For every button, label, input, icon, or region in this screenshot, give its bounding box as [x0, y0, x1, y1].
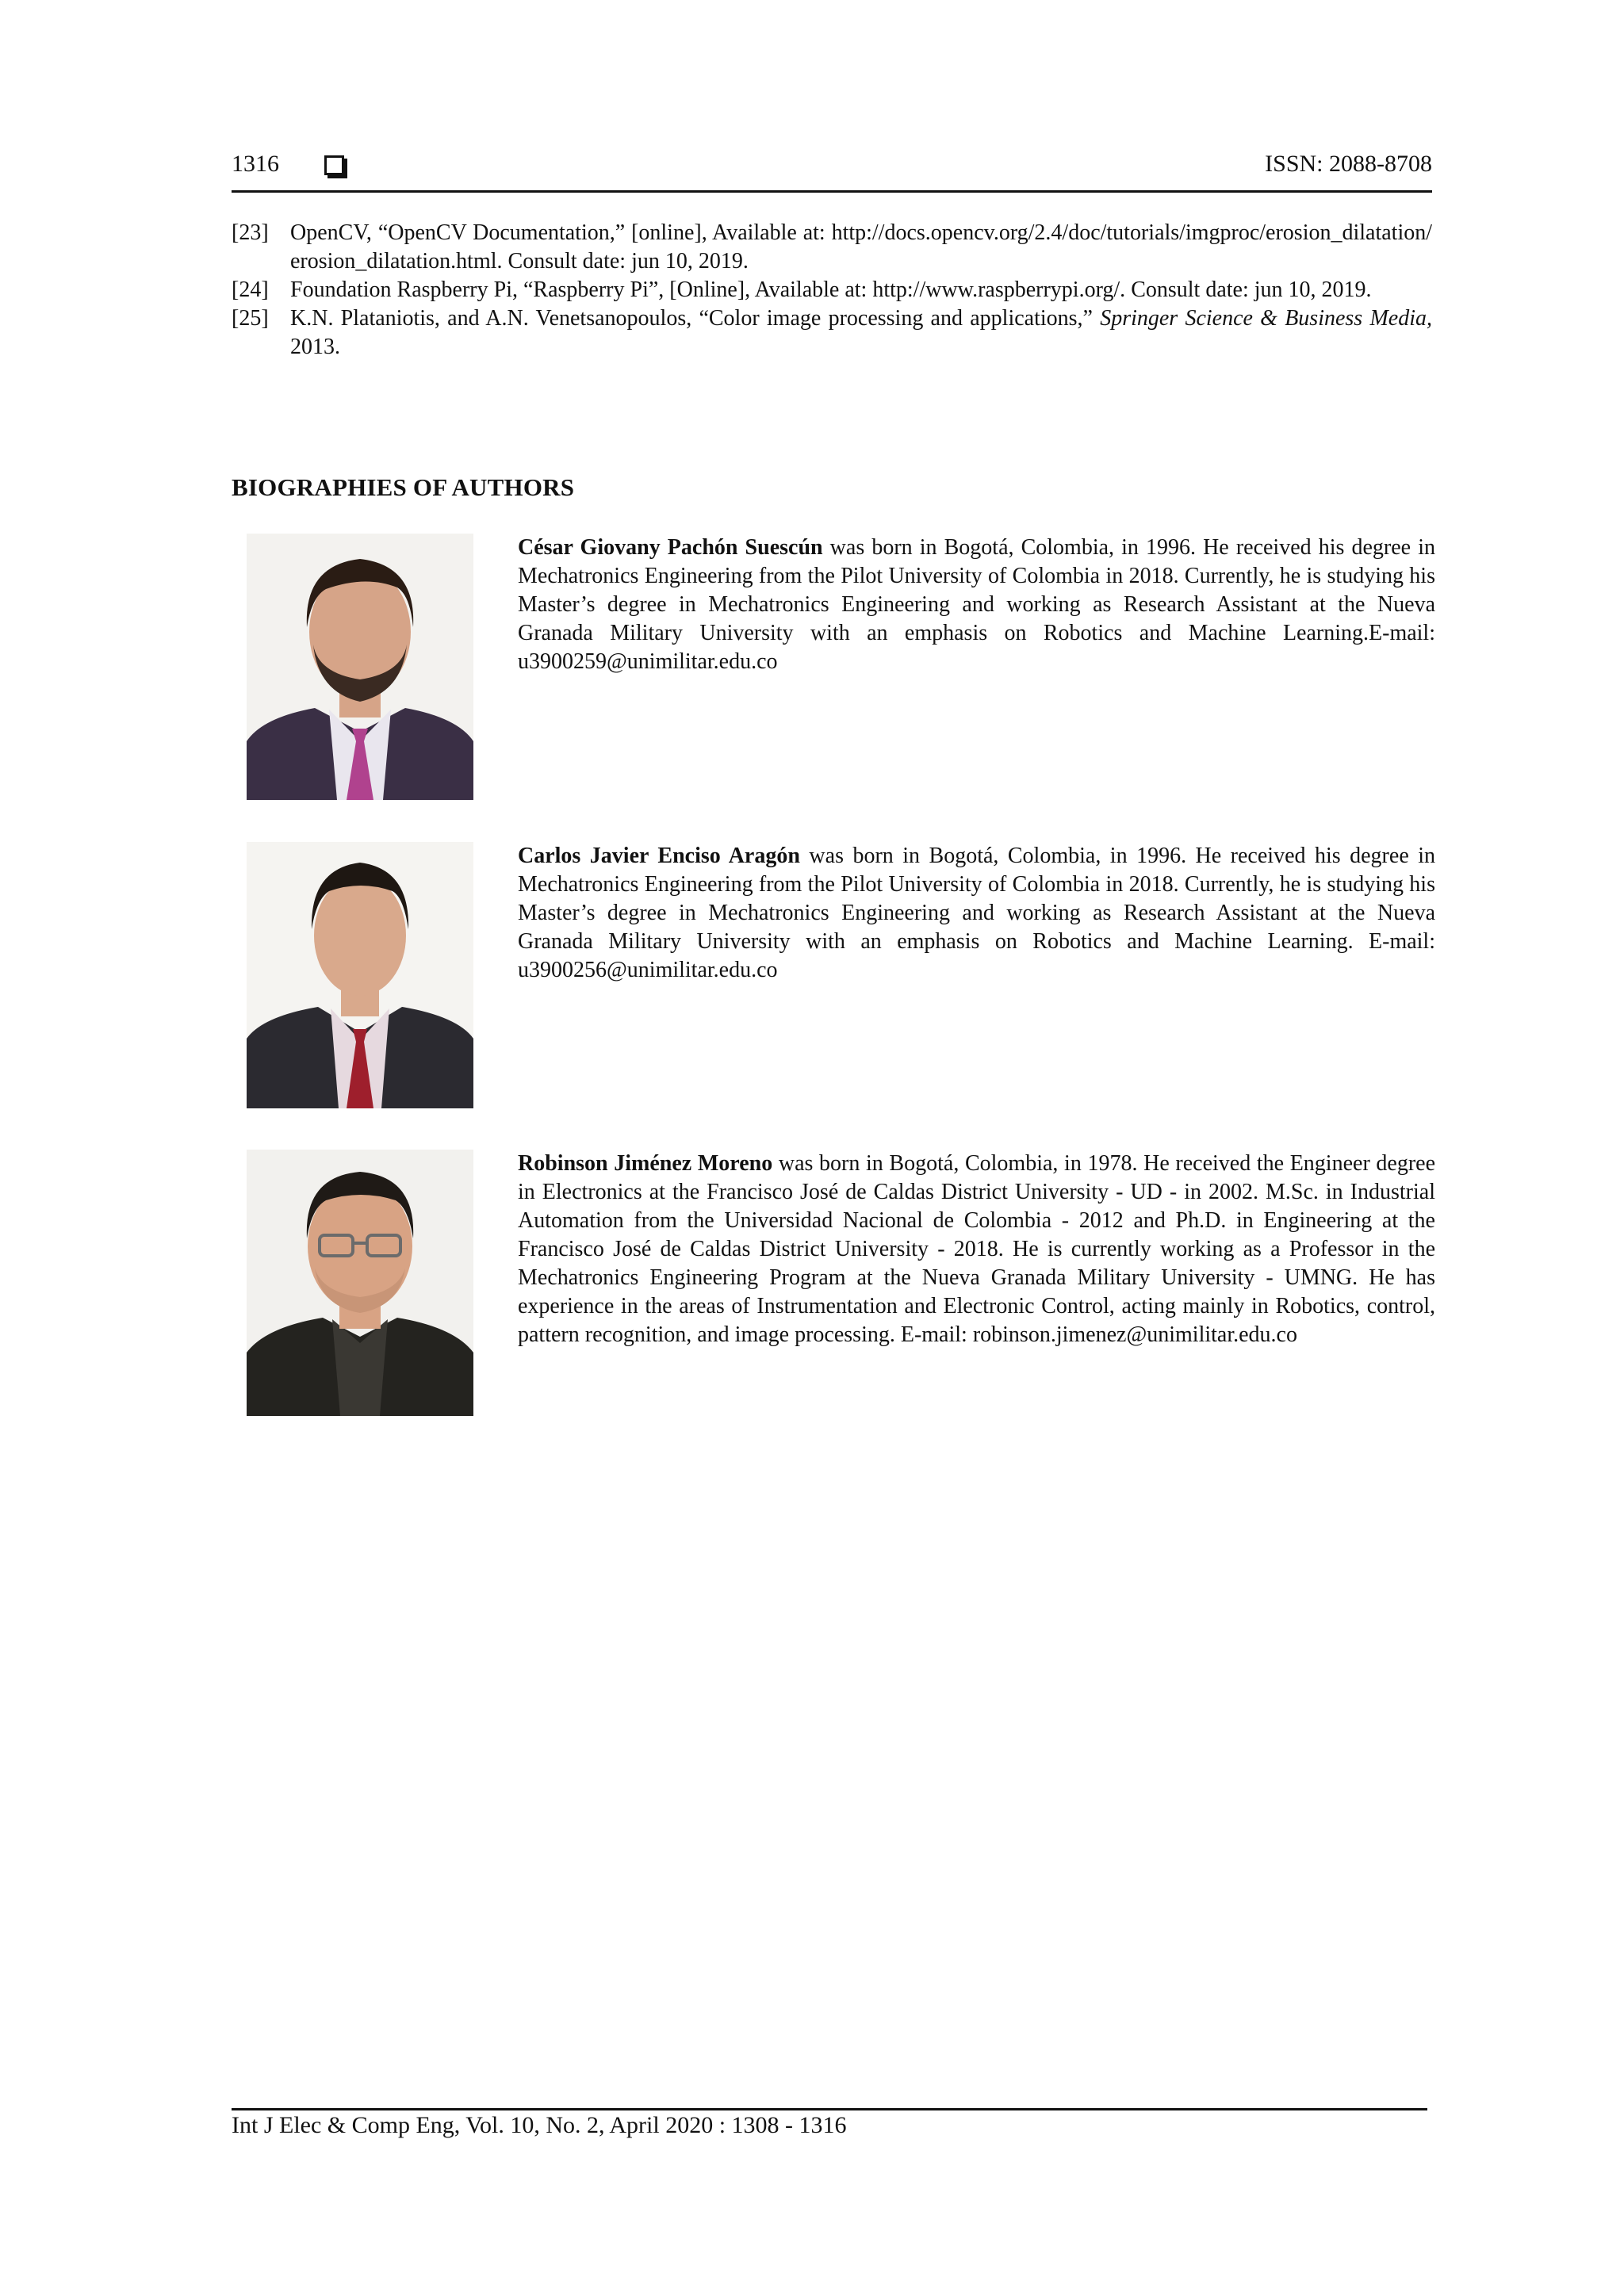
- page-footer: Int J Elec & Comp Eng, Vol. 10, No. 2, April 2020 : 1308 - 1316: [232, 2112, 847, 2138]
- section-title: BIOGRAPHIES OF AUTHORS: [232, 473, 575, 501]
- author-bio-body: was born in Bogotá, Colombia, in 1978. He received the Engineer degree in Electronics at the Francisco José de Caldas District University - UD - in 2002. M.Sc. in Industrial Automation from the Universidad Nacional de Colombia - 2012 and Ph.D. in Engineering at the Francisco José de Caldas District University - 2018. He is currently working as a Professor in the Mechatronics Engineering Program at the Nueva Granada Military University - UMNG. He has experience in the areas of Instrumentation and Electronic Control, acting mainly in Robotics, control, pattern recognition, and image processing. E-mail: robinson.jimenez@unimilitar.edu.co: [518, 1151, 1436, 1347]
- reference-url: http://www.raspberrypi.org/.: [872, 277, 1126, 302]
- author-name: César Giovany Pachón Suescún: [518, 535, 823, 560]
- author-bio-text: [518, 1150, 1435, 1349]
- author-name: Robinson Jiménez Moreno: [518, 1151, 773, 1176]
- header-rule: [232, 190, 1432, 193]
- reference-item: [232, 304, 1432, 362]
- page-number: 1316: [232, 151, 279, 177]
- page-header: [232, 151, 1432, 186]
- reference-list: [232, 219, 1432, 362]
- author-bio-body: was born in Bogotá, Colombia, in 1996. He received his degree in Mechatronics Engineering from the Pilot University of Colombia in 2018. Currently, he is studying his Master’s degree in Mechatronics Engineering and working as Research Assistant at the Nueva Granada Military University with an emphasis on Robotics and Machine Learning. E-mail: u3900256@unimilitar.edu.co: [518, 844, 1436, 982]
- reference-text-part: Consult date: jun 10, 2019.: [1125, 277, 1372, 302]
- reference-url: http://docs.opencv.org/2.4/doc/tutorials/imgproc/erosion_dilatation/erosion_dilatation.html.: [290, 220, 1432, 274]
- reference-text-part: K.N. Plataniotis, and A.N. Venetsanopoulos, “Color image processing and applications,”: [290, 306, 1101, 331]
- square-bullet-icon: [324, 155, 344, 175]
- author-name: Carlos Javier Enciso Aragón: [518, 844, 800, 868]
- reference-text: [290, 276, 1432, 304]
- author-bio-body: was born in Bogotá, Colombia, in 1996. He received his degree in Mechatronics Engineering from the Pilot University of Colombia in 2018. Currently, he is studying his Master’s degree in Mechatronics Engineering and working as Research Assistant at the Nueva Granada Military University with an emphasis on Robotics and Machine Learning.E-mail: u3900259@unimilitar.edu.co: [518, 535, 1435, 674]
- reference-text: [290, 304, 1432, 362]
- reference-text-part: Consult date: jun 10, 2019.: [502, 249, 749, 274]
- reference-text-part: OpenCV, “OpenCV Documentation,” [online], Available at:: [290, 220, 832, 245]
- reference-number: [23]: [232, 220, 269, 245]
- reference-text-part: 2013.: [290, 335, 340, 359]
- reference-text-part: Foundation Raspberry Pi, “Raspberry Pi”, [Online], Available at:: [290, 277, 873, 302]
- author-photo: [247, 1150, 473, 1416]
- footer-rule: [232, 2108, 1427, 2110]
- author-photo: [247, 842, 473, 1108]
- author-bio-text: [518, 534, 1435, 676]
- reference-text: [290, 219, 1432, 276]
- reference-number: [25]: [232, 306, 269, 331]
- reference-item: [232, 276, 1432, 304]
- author-bio-text: [518, 842, 1435, 985]
- reference-item: [232, 219, 1432, 276]
- reference-number: [24]: [232, 277, 269, 302]
- reference-journal: Springer Science & Business Media,: [1100, 306, 1432, 331]
- author-photo: [247, 534, 473, 800]
- issn-label: ISSN: 2088-8708: [1265, 151, 1432, 177]
